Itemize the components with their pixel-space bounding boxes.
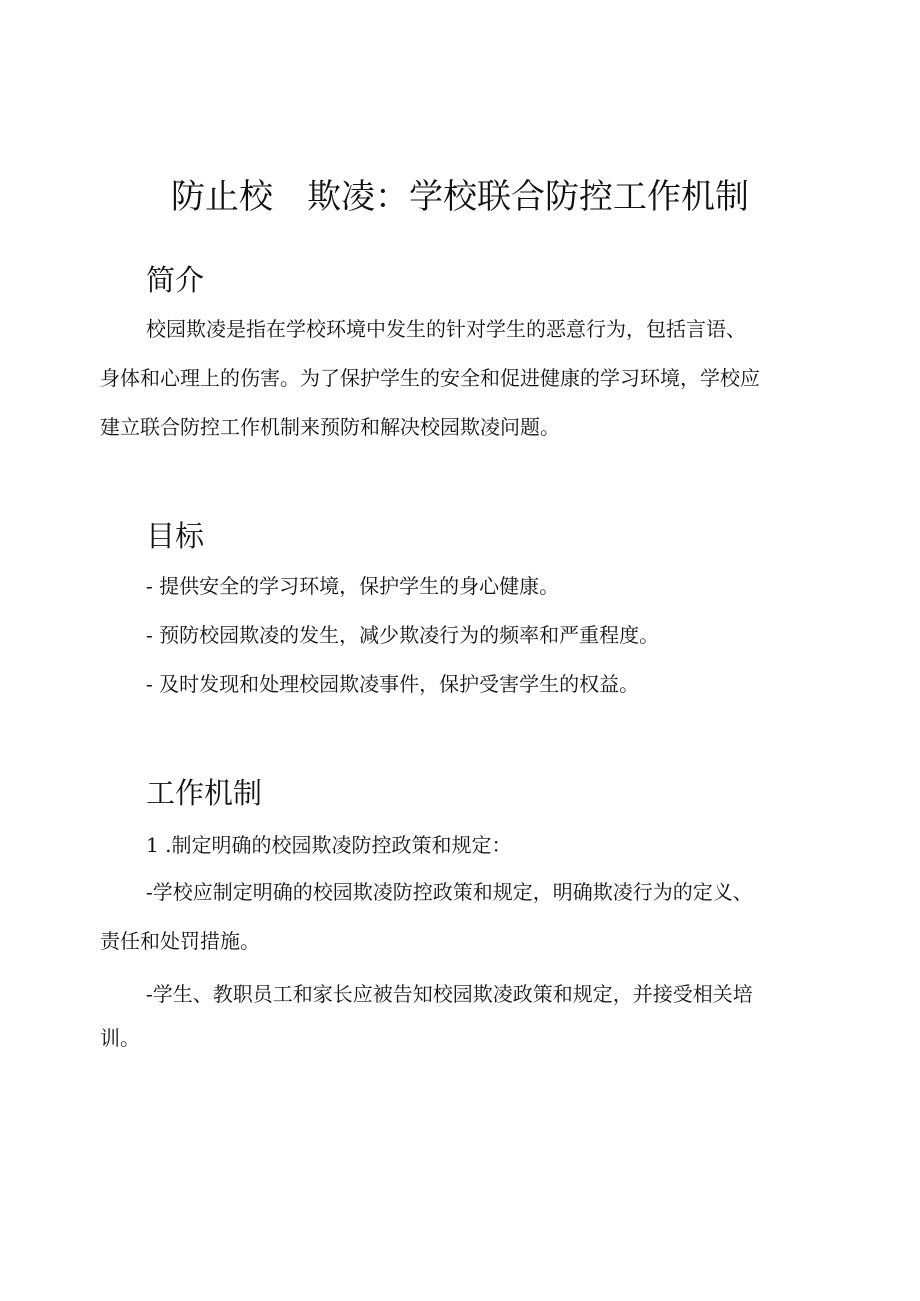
intro-line-2: 身体和心理上的伤害。为了保护学生的安全和促进健康的学习环境，学校应 — [100, 366, 760, 390]
title-part-1: 防止校 — [171, 177, 273, 217]
mechanism-item-1: 1 .制定明确的校园欺凌防控政策和规定： — [146, 833, 512, 857]
mechanism-para-2-line-2: 训。 — [100, 1026, 140, 1050]
goal-item-1: - 提供安全的学习环境，保护学生的身心健康。 — [146, 574, 560, 598]
mechanism-para-2-line-1: -学生、教职员工和家长应被告知校园欺凌政策和规定，并接受相关培 — [146, 982, 753, 1006]
title-part-2: 欺凌：学校联合防控工作机制 — [307, 177, 749, 217]
goals-heading: 目标 — [146, 519, 205, 553]
goal-item-2: - 预防校园欺凌的发生，减少欺凌行为的频率和严重程度。 — [146, 623, 660, 647]
intro-heading: 简介 — [146, 263, 205, 297]
mechanism-para-1-line-2: 责任和处罚措施。 — [100, 929, 260, 953]
intro-line-1: 校园欺凌是指在学校环境中发生的针对学生的恶意行为，包括言语、 — [146, 317, 746, 341]
document-title — [0, 170, 920, 224]
goal-item-3: - 及时发现和处理校园欺凌事件，保护受害学生的权益。 — [146, 672, 640, 696]
intro-line-3: 建立联合防控工作机制来预防和解决校园欺凌问题。 — [100, 415, 560, 439]
mechanism-para-1-line-1: -学校应制定明确的校园欺凌防控政策和规定，明确欺凌行为的定义、 — [146, 880, 753, 904]
mechanism-heading: 工作机制 — [146, 776, 263, 810]
